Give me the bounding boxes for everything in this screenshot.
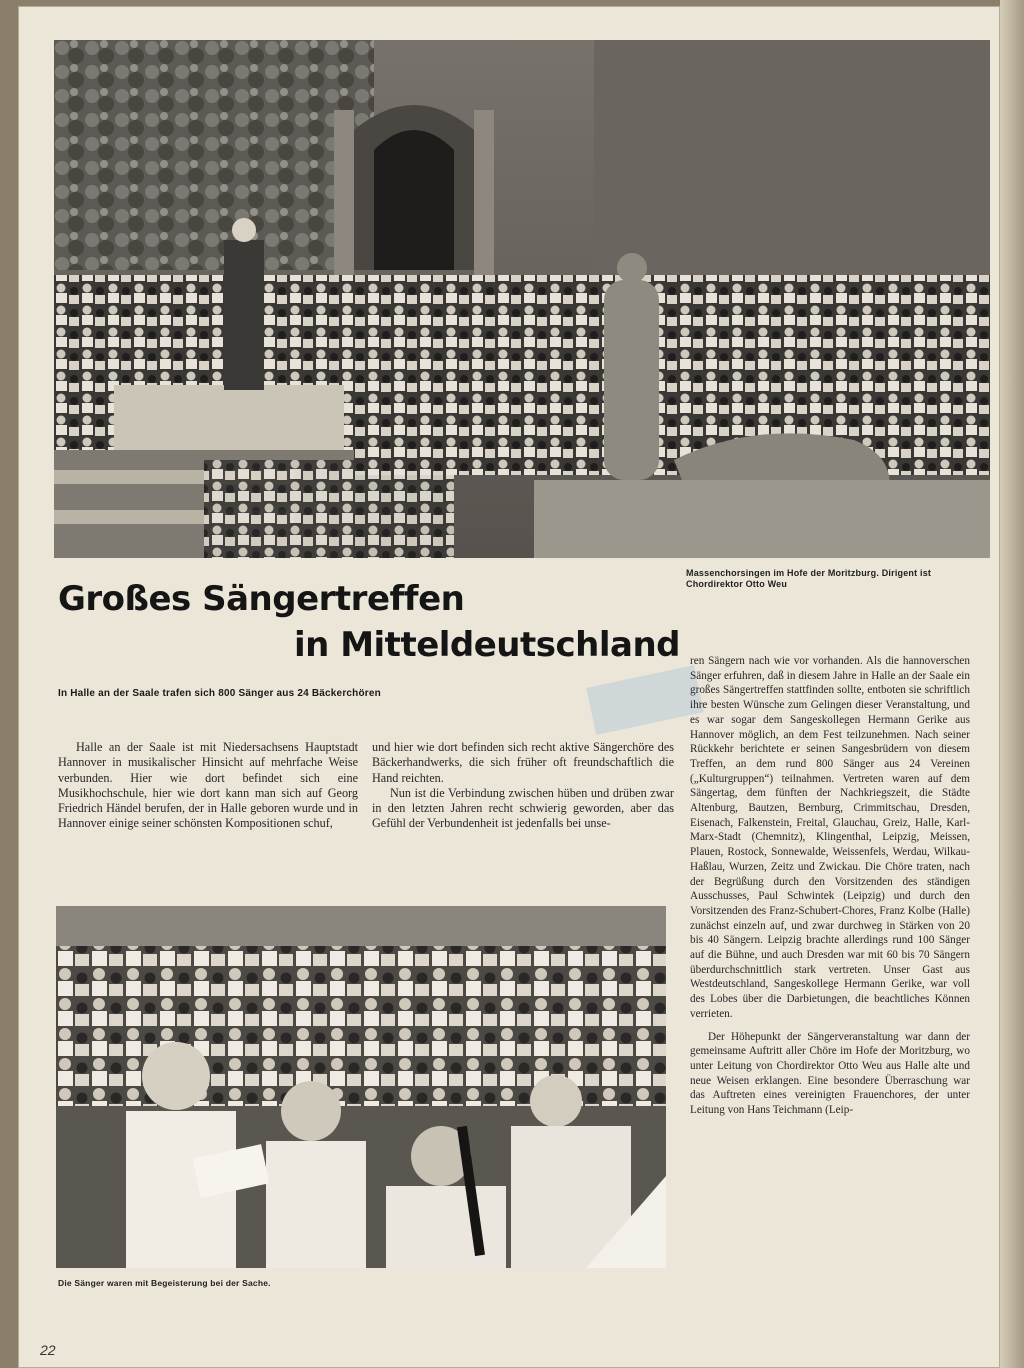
bottom-photo-caption: Die Sänger waren mit Begeisterung bei der Sache. [58,1278,271,1288]
column-1-paragraph: Halle an der Saale ist mit Niedersachsens Hauptstadt Hannover in musikalischer Hinsicht auf mehrfache Weise verbunden. Hier wie dort befindet sich eine Musikhochschule, hier wie dort kann man sich auf Georg Friedrich Händel berufen, der in Halle geboren wurde und in Hannover einige seiner schönsten Kompositionen schuf, [58,740,358,831]
concert-photo-illustration [54,40,990,558]
article-column-3 [690,654,970,1118]
page-number: 22 [40,1342,56,1358]
page-edge [1000,0,1024,1368]
column-2-paragraph-1: und hier wie dort befinden sich recht aktive Sängerchöre des Bäckerhandwerks, die sich früher oft freundschaftlich die Hand reichten. [372,740,674,785]
subheadline: In Halle an der Saale trafen sich 800 Sänger aus 24 Bäckerchören [58,688,381,699]
article-column-2 [372,740,674,832]
column-3-paragraph-1: ren Sängern nach wie vor vorhanden. Als die hannoverschen Sänger erfuhren, daß in diesem Jahre in Halle an der Saale ein großes Sängertreffen stattfinden sollte, entboten sie schriftlich ihre besten Wünsche zum Gelingen dieser Veranstaltung, und es war sogar dem Sangeskollegen Hermann Gerike aus Hannover möglich, an dem Fest teilzunehmen. Nach seiner Rückkehr berichtete er seinen Sangesbrüdern von diesem Treffen, an dem rund 800 Sänger aus 24 Vereinen („Kulturgruppen“) teilnahmen. Vertreten waren auf dem Sängertag, dem fünften der Nachkriegszeit, die Städte Altenburg, Bautzen, Bernburg, Crimmitschau, Dresden, Eisenach, Falkenstein, Freital, Glauchau, Greiz, Halle, Karl-Marx-Stadt (Chemnitz), Klingenthal, Leipzig, Meissen, Plauen, Rostock, Sonnewalde, Weissenfels, Werdau, Wilkau-Haßlau, Wurzen, Zeitz und Zwickau. Die Chöre traten, nach der Begrüßung durch den Vorsitzenden des ständigen Ausschusses, Paul Schwintek (Leipzig) und durch den Vorsitzenden des Franz-Schubert-Chores, Franz Kolbe (Halle) zunächst einzeln auf, und zwar durchweg in Stärken von 20 bis 40 Sängern. Leipzig brachte allerdings rund 100 Sänger auf die Bühne, und auch Dresden war mit 60 bis 70 Sängern überdurchschnittlich stark vertreten. Unser Gast aus Westdeutschland, Sangeskollege Hermann Gerike, war voll des Lobes über die Darbietungen, die beachtliches Können verrieten. [690,655,970,1020]
column-3-paragraph-2: Der Höhepunkt der Sängerveranstaltung war dann der gemeinsame Auftritt aller Chöre im Hofe der Moritzburg, wo unter Leitung von Chordirektor Otto Weu aus Halle alte und neue Weisen erklangen. Eine besondere Überraschung war das Auftreten eines vereinigten Frauenchores, der unter Leitung von Hans Teichmann (Leip- [690,1030,970,1117]
top-photo-caption: Massenchorsingen im Hofe der Moritzburg. Dirigent ist Chordirektor Otto Weu [686,568,932,589]
column-2-paragraph-2: Nun ist die Verbindung zwischen hüben und drüben zwar in den letzten Jahren recht schwierig geworden, aber das Gefühl der Verbundenheit ist jedenfalls bei unse- [372,785,674,831]
top-photo [54,40,990,558]
headline-line-1: Großes Sängertreffen [58,579,465,619]
article-column-1 [58,740,358,832]
headline-line-2: in Mitteldeutschland [294,625,680,665]
singers-photo-illustration [56,906,666,1268]
bottom-photo [56,906,666,1268]
